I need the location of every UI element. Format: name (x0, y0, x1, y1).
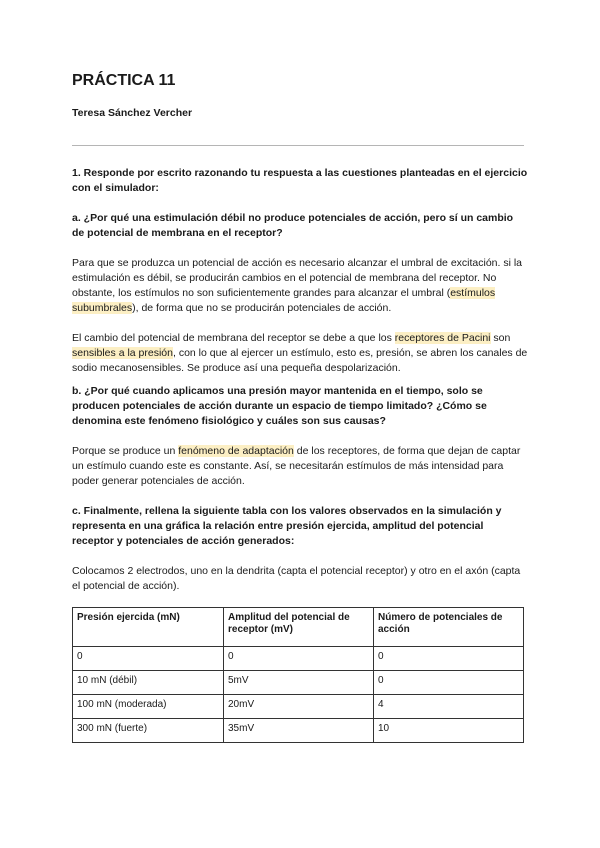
page-title: PRÁCTICA 11 (72, 72, 176, 89)
answer-a-paragraph-1 (72, 256, 528, 316)
table-row (73, 719, 524, 743)
answer-c-paragraph: Colocamos 2 electrodos, uno en la dendrita (capta el potencial receptor) y otro en el axón (capta el potencial de acción). (72, 565, 521, 592)
highlight-subumbrales: estímulos subumbrales (72, 287, 496, 314)
question-c: c. Finalmente, rellena la siguiente tabla con los valores observados en la simulación y representa en una gráfica la relación entre presión ejercida, amplitud del potencial receptor y potenciales de acción generados: (72, 505, 502, 547)
table-row (73, 695, 524, 719)
question-b: b. ¿Por qué cuando aplicamos una presión mayor mantenida en el tiempo, solo se producen potenciales de acción durante un espacio de tiempo limitado? ¿Cómo se denomina este fenómeno fisiológico y cuáles son sus causas? (72, 385, 487, 427)
highlight-presion: sensibles a la presión (72, 347, 173, 359)
table-row (73, 671, 524, 695)
answer-a1-text-1: Para que se produzca un potencial de acción es necesario alcanzar el umbral de excitación. si la estimulación es débil, se producirán cambios en el potencial de membrana del receptor. No obstante, los estímulos no son suficientemente grandes para alcanzar el umbral ( (72, 257, 523, 299)
highlight-pacini: receptores de Pacini (394, 332, 491, 344)
document-body (72, 166, 528, 743)
question-1: 1. Responde por escrito razonando tu respuesta a las cuestiones planteadas en el ejercicio con el simulador: (72, 167, 528, 194)
answer-a-paragraph-2 (72, 331, 528, 376)
answer-b-paragraph (72, 444, 528, 489)
table-cell: 5mV (224, 671, 374, 695)
table-cell: 0 (73, 647, 224, 671)
header-presion: Presión ejercida (mN) (73, 608, 224, 647)
table-cell: 4 (374, 695, 524, 719)
answer-b-text-1: Porque se produce un (72, 445, 179, 457)
table-cell: 35mV (224, 719, 374, 743)
author-name: Teresa Sánchez Vercher (72, 107, 193, 119)
table-cell: 100 mN (moderada) (73, 695, 224, 719)
highlight-adaptacion: fenómeno de adaptación (178, 445, 294, 457)
table-header-row (73, 608, 524, 647)
data-table (72, 607, 524, 743)
table-cell: 0 (374, 671, 524, 695)
table-cell: 10 mN (débil) (73, 671, 224, 695)
table-cell: 0 (374, 647, 524, 671)
answer-a2-text-3: , con lo que al ejercer un estímulo, esto es, presión, se abren los canales de sodio mecanosensibles. Se produce así una pequeña despolarización. (72, 347, 528, 374)
answer-b-text-2: de los receptores, de forma que dejan de captar un estímulo cuando este es constante. Así, se necesitarán estímulos de más intensidad para poder generar potenciales de acción. (72, 445, 521, 487)
header-potenciales: Número de potenciales de acción (374, 608, 524, 647)
header-amplitud: Amplitud del potencial de receptor (mV) (224, 608, 374, 647)
table-cell: 0 (224, 647, 374, 671)
table-cell: 300 mN (fuerte) (73, 719, 224, 743)
table-cell: 10 (374, 719, 524, 743)
question-a: a. ¿Por qué una estimulación débil no produce potenciales de acción, pero sí un cambio de potencial de membrana en el receptor? (72, 212, 514, 239)
table-row (73, 647, 524, 671)
answer-a2-text-2: son (490, 332, 511, 344)
table-cell: 20mV (224, 695, 374, 719)
answer-a1-text-2: ), de forma que no se producirán potenciales de acción. (132, 302, 392, 314)
divider (72, 145, 524, 146)
answer-a2-text-1: El cambio del potencial de membrana del receptor se debe a que los (72, 332, 395, 344)
